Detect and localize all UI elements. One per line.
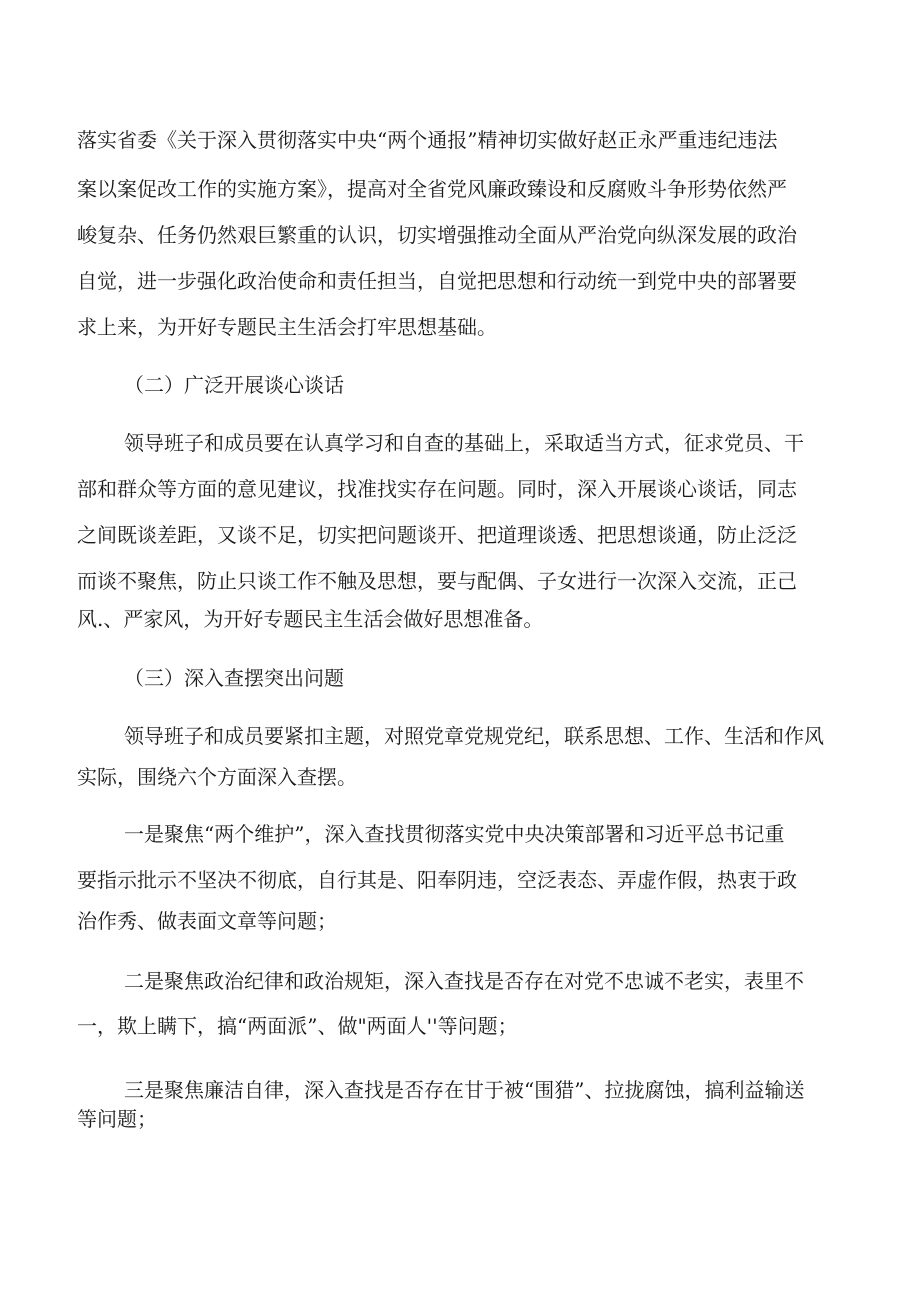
paragraph-text: 部和群众等方面的意见建议，找准找实存在问题。同时，深入开展谈心谈话，同志 <box>77 477 797 501</box>
section-heading: （三）深入查摆突出问题 <box>124 666 344 690</box>
paragraph-text: 要指示批示不坚决不彻底，自行其是、阳奉阴违，空泛表态、弄虚作假，热衷于政 <box>77 868 797 892</box>
paragraph-line <box>0 1096 920 1142</box>
paragraph-line <box>0 512 920 558</box>
section-heading-line <box>0 362 920 408</box>
paragraph-text: 一是聚焦“两个维护”，深入查找贯彻落实党中央决策部署和习近平总书记重 <box>124 822 785 846</box>
paragraph-text: 案以案促改工作的实施方案》，提高对全省党风廉政臻设和反腐败斗争形势依然严 <box>77 177 787 201</box>
paragraph-text: 落实省委《关于深入贯彻落实中央“两个通报”精神切实做好赵正永严重违纪违法 <box>77 128 778 152</box>
section-heading-line <box>0 655 920 701</box>
paragraph-line <box>0 1003 920 1049</box>
paragraph-line <box>0 304 920 350</box>
paragraph-text: 而谈不聚焦，防止只谈工作不触及思想，要与配偶、子女进行一次深入交流，正己 <box>77 569 797 593</box>
paragraph-text: 实际，围绕六个方面深入查摆。 <box>77 765 357 789</box>
paragraph-line <box>0 420 920 466</box>
paragraph-line <box>0 258 920 304</box>
paragraph-text: 治作秀、做表面文章等问题； <box>77 909 337 933</box>
paragraph-text: 自觉，进一步强化政治使命和责任担当，自觉把思想和行动统一到党中央的部署要 <box>77 269 797 293</box>
paragraph-text: 等问题； <box>77 1107 157 1131</box>
paragraph-text: 之间既谈差距，又谈不足，切实把问题谈开、把道理谈透、把思想谈通，防止泛泛 <box>77 523 797 547</box>
paragraph-text: 风.、严家风，为开好专题民主生活会做好思想准备。 <box>77 607 544 631</box>
paragraph-text: 二是聚焦政治纪律和政治规矩，深入查找是否存在对党不忠诚不老实，表里不 <box>124 969 804 993</box>
paragraph-text: 领导班子和成员要在认真学习和自查的基础上，采取适当方式，征求党员、干 <box>124 431 804 455</box>
paragraph-text: 峻复杂、任务仍然艰巨繁重的认识，切实增强推动全面从严治党向纵深发展的政治 <box>77 223 797 247</box>
paragraph-text: 领导班子和成员要紧扣主题，对照党章党规党纪，联系思想、工作、生活和作风 <box>124 724 824 748</box>
paragraph-text: 求上来，为开好专题民主生活会打牢思想基础。 <box>77 315 497 339</box>
paragraph-line <box>0 958 920 1004</box>
paragraph-line <box>0 466 920 512</box>
paragraph-line <box>0 166 920 212</box>
paragraph-line <box>0 754 920 800</box>
paragraph-line <box>0 898 920 944</box>
paragraph-line <box>0 212 920 258</box>
paragraph-line <box>0 713 920 759</box>
paragraph-line <box>0 117 920 163</box>
paragraph-line <box>0 596 920 642</box>
section-heading: （二）广泛开展谈心谈话 <box>124 373 344 397</box>
paragraph-text: 一，欺上瞒下，搞“两面派”、做"两面人''等问题； <box>77 1014 518 1038</box>
paragraph-line <box>0 857 920 903</box>
paragraph-line <box>0 811 920 857</box>
paragraph-text: 三是聚焦廉洁自律，深入查找是否存在甘于被“围猎”、拉拢腐蚀，搞利益输送 <box>124 1078 805 1102</box>
